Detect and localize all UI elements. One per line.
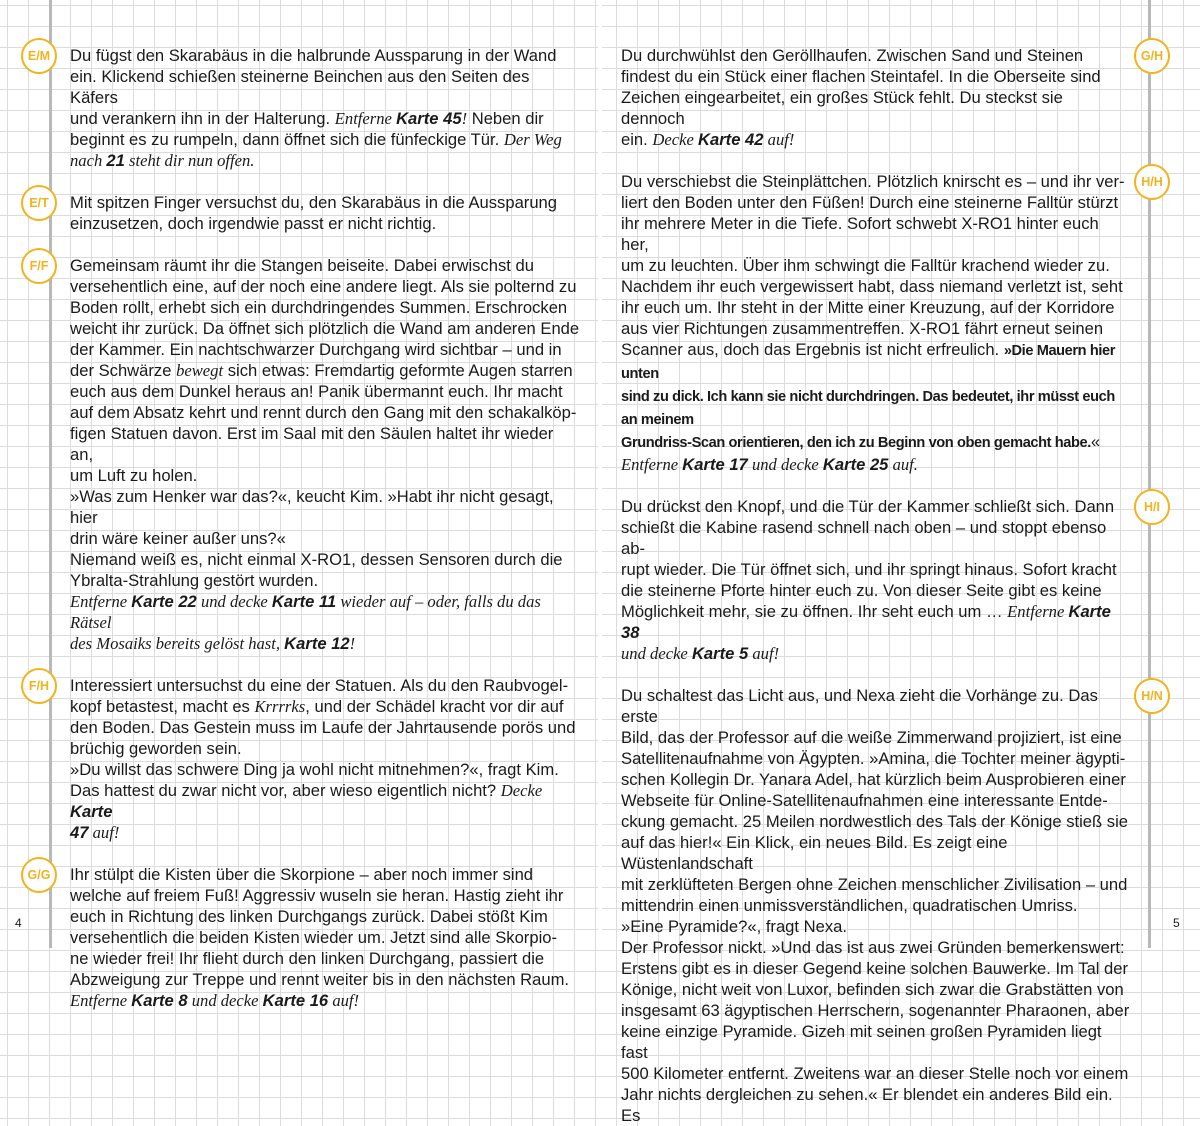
entry-h-i bbox=[621, 496, 1160, 664]
card-reference: Karte 11 bbox=[271, 592, 337, 611]
card-instruction: Entferne Karte 8 und decke Karte 16 auf! bbox=[70, 991, 360, 1010]
card-reference: Karte 17 bbox=[682, 455, 748, 474]
entry-h-n bbox=[621, 685, 1163, 1126]
entry-f-f bbox=[29, 255, 580, 654]
entry-code-badge: E/M bbox=[21, 38, 57, 74]
left-page-border bbox=[49, 0, 52, 948]
card-reference: Karte 12 bbox=[284, 634, 350, 653]
entry-code-badge: G/G bbox=[21, 857, 57, 893]
card-reference: Karte 5 bbox=[691, 644, 749, 663]
right-page-border bbox=[1148, 0, 1151, 948]
card-instruction: Entferne Karte 45! bbox=[334, 109, 468, 128]
entry-code-badge: F/H bbox=[21, 668, 57, 704]
entry-text: Interessiert untersuchst du eine der Statuen. Als du den Raubvogel- kopf betastest, macht es Krrrrks, und der Schädel kracht vor dir auf den Boden. Das Gestein muss im Laufe der Jahrtausende porös und brüchig geworden sein. »Du willst das schwere Ding ja wohl nicht mitnehmen?«, fragt Kim. Das hattest du zwar nicht vor, aber wieso eigentlich nicht? Decke Karte 47 auf! bbox=[70, 676, 576, 842]
right-page-column bbox=[621, 45, 1164, 1125]
card-reference: Karte 38 bbox=[621, 602, 1111, 642]
entry-text: Du verschiebst die Steinplättchen. Plötzlich knirscht es – und ihr ver- liert den Boden unter den Füßen! Durch eine steinerne Falltür stürzt ihr mehrere Meter in die Tiefe. Sofort schwebt X-RO1 hinter euch her, um zu leuchten. Über ihm schwingt die Falltür krachend wieder zu. Nachdem ihr euch vergewissert habt, dass niemand verletzt ist, seht ihr euch um. Ihr steht in der Mitte einer Kreuzung, auf der Korridore aus vier Richtungen zusammentreffen. X-RO1 fährt erneut seinen Scanner aus, doch das Ergebnis ist nicht erfreulich. »Die Mauern hier unten sind zu dick. Ich kann sie nicht durchdringen. Das bedeutet, ihr müsst euch an meinem Grundriss-Scan orientieren, den ich zu Beginn von oben gemacht habe.« Entferne Karte 17 und decke Karte 25 auf. bbox=[621, 172, 1125, 474]
card-reference: 47 bbox=[70, 823, 89, 842]
entry-g-h bbox=[621, 45, 1164, 150]
entry-code-badge: H/I bbox=[1134, 489, 1170, 525]
page-number-right: 5 bbox=[1173, 916, 1180, 930]
card-reference: Karte bbox=[70, 802, 113, 821]
entry-text: Du fügst den Skarabäus in die halbrunde Aussparung in der Wand ein. Klickend schießen steinerne Beinchen aus den Seiten des Käfers und verankern ihn in der Halterung. Entferne Karte 45! Neben dir beginnt es zu rumpeln, dann öffnet sich die fünfeckige Tür. Der Weg nach 21 steht dir nun offen. bbox=[70, 46, 562, 170]
entry-code-badge: E/T bbox=[21, 185, 57, 221]
path-number: 21 bbox=[106, 151, 125, 170]
page-number-left: 4 bbox=[15, 916, 22, 930]
card-instruction: Entferne Karte 22 und decke Karte 11 wieder auf – oder, falls du das Rätsel des Mosaiks bereits gelöst hast, Karte 12! bbox=[70, 592, 541, 653]
entry-text: Gemeinsam räumt ihr die Stangen beiseite. Dabei erwischst du versehentlich eine, auf der noch eine andere liegt. Als sie polternd zu Boden rollt, erhebt sich ein durchdringendes Summen. Erschrocken weicht ihr zurück. Da öffnet sich plötzlich die Wand am anderen Ende der Kammer. Ein nachtschwarzer Durchgang wird sichtbar – und in der Schwärze bewegt sich etwas: Fremdartig geformte Augen starren euch aus dem Dunkel heraus an! Panik übermannt euch. Ihr macht auf dem Absatz kehrt und rennt durch den Gang mit den schakalköp- figen Statuen davon. Erst im Saal mit den Säulen haltet ihr wieder an, um Luft zu holen. »Was zum Henker war das?«, keucht Kim. »Habt ihr nicht gesagt, hier drin wäre keiner außer uns?« Niemand weiß es, nicht einmal X-RO1, dessen Sensoren durch die Ybralta-Strahlung gestört wurden. Entferne Karte 22 und decke Karte 11 wieder auf – oder, falls du das Rätsel des Mosaiks bereits gelöst hast, Karte 12! bbox=[70, 256, 580, 653]
entry-code-badge: G/H bbox=[1134, 38, 1170, 74]
left-page-column bbox=[27, 45, 580, 1010]
entry-h-h bbox=[621, 171, 1163, 475]
card-instruction: Entferne Karte 17 und decke Karte 25 auf. bbox=[621, 455, 918, 474]
card-reference: Karte 16 bbox=[262, 991, 329, 1010]
entry-code-badge: H/H bbox=[1134, 164, 1170, 200]
card-reference: Karte 42 bbox=[698, 130, 764, 149]
book-spine bbox=[598, 0, 602, 948]
path-instruction: nach 21 steht dir nun offen. bbox=[70, 151, 255, 170]
entry-text: Du drückst den Knopf, und die Tür der Kammer schließt sich. Dann schießt die Kabine rasend schnell nach oben – und stoppt ebenso ab- rupt wieder. Die Tür öffnet sich, und ihr springt hinaus. Sofort kracht die steinerne Pforte hinter euch zu. Von dieser Seite gibt es keine Möglichkeit mehr, sie zu öffnen. Ihr seht euch um … Entferne Karte 38 und decke Karte 5 auf! bbox=[621, 497, 1117, 663]
card-reference: Karte 8 bbox=[131, 991, 188, 1010]
entry-g-g bbox=[27, 864, 580, 1011]
card-instruction: Decke Karte 42 auf! bbox=[652, 130, 795, 149]
entry-text: Ihr stülpt die Kisten über die Skorpione – aber noch immer sind welche auf freiem Fuß! Aggressiv wuseln sie heran. Hastig zieht ihr euch in Richtung des linken Durchgangs zurück. Dabei stößt Kim versehentlich die beiden Kisten wieder um. Jetzt sind alle Skorpio- ne wieder frei! Ihr flieht durch den linken Durchgang, passiert die Abzweigung zur Treppe und rennt weiter bis in den nächsten Raum. Entferne Karte 8 und decke Karte 16 auf! bbox=[70, 865, 570, 1010]
entry-f-h bbox=[28, 675, 580, 843]
entry-text: Mit spitzen Finger versuchst du, den Skarabäus in die Aussparung einzusetzen, doch irgendwie passt er nicht richtig. bbox=[70, 193, 558, 233]
entry-e-t bbox=[29, 192, 580, 234]
card-reference: Karte 25 bbox=[822, 455, 889, 474]
entry-code-badge: F/F bbox=[21, 248, 57, 284]
robot-speech: »Die Mauern hier unten sind zu dick. Ich kann sie nicht durchdringen. Das bedeutet, ihr müsst euch an meinem Grundriss-Scan orientieren, den ich zu Beginn von oben gemacht habe. bbox=[621, 343, 1116, 451]
entry-text: Du schaltest das Licht aus, und Nexa zieht die Vorhänge zu. Das erste Bild, das der Professor auf die weiße Zimmerwand projiziert, ist eine Satellitenaufnahme von Ägypten. »Amina, die Tochter meiner ägypti- schen Kollegin Dr. Yanara Adel, hat kürzlich beim Ausprobieren einer Webseite für Online-Satellitenaufnahmen eine interessante Entde- ckung gemacht. 25 Meilen nordwestlich des Tals der Könige stieß sie auf das hier!« Ein Klick, ein neues Bild. Es zeigt eine Wüstenlandschaft mit zerklüfteten Bergen ohne Zeichen menschlicher Zivilisation – und mittendrin einen unmissverständlichen, quadratischen Umriss. »Eine Pyramide?«, fragt Nexa. Der Professor nickt. »Und das ist aus zwei Gründen bemerkenswert: Erstens gibt es in dieser Gegend keine solchen Bauwerke. Im Tal der Könige, nicht weit von Luxor, befinden sich zwar die Grabstätten von insgesamt 63 ägyptischen Herrschern, sogenannter Pharaonen, aber keine einzige Pyramide. Gizeh mit seinen großen Pyramiden liegt fast 500 Kilometer entfernt. Zweitens war an dieser Stelle noch vor einem Jahr nichts dergleichen zu sehen.« Er blendet ein anderes Bild ein. Es bbox=[621, 686, 1130, 1125]
card-reference: Karte 45 bbox=[396, 109, 462, 128]
entry-text: Du durchwühlst den Geröllhaufen. Zwischen Sand und Steinen findest du ein Stück einer flachen Steintafel. In die Oberseite sind Zeichen eingearbeitet, ein großes Stück fehlt. Du steckst sie dennoch ein. Decke Karte 42 auf! bbox=[621, 46, 1101, 149]
card-reference: Karte 22 bbox=[131, 592, 197, 611]
card-instruction: Entferne Karte 38 und decke Karte 5 auf! bbox=[621, 602, 1111, 663]
card-instruction: Decke Karte 47 auf! bbox=[70, 781, 543, 842]
entry-code-badge: H/N bbox=[1134, 678, 1170, 714]
entry-e-m bbox=[27, 45, 580, 171]
